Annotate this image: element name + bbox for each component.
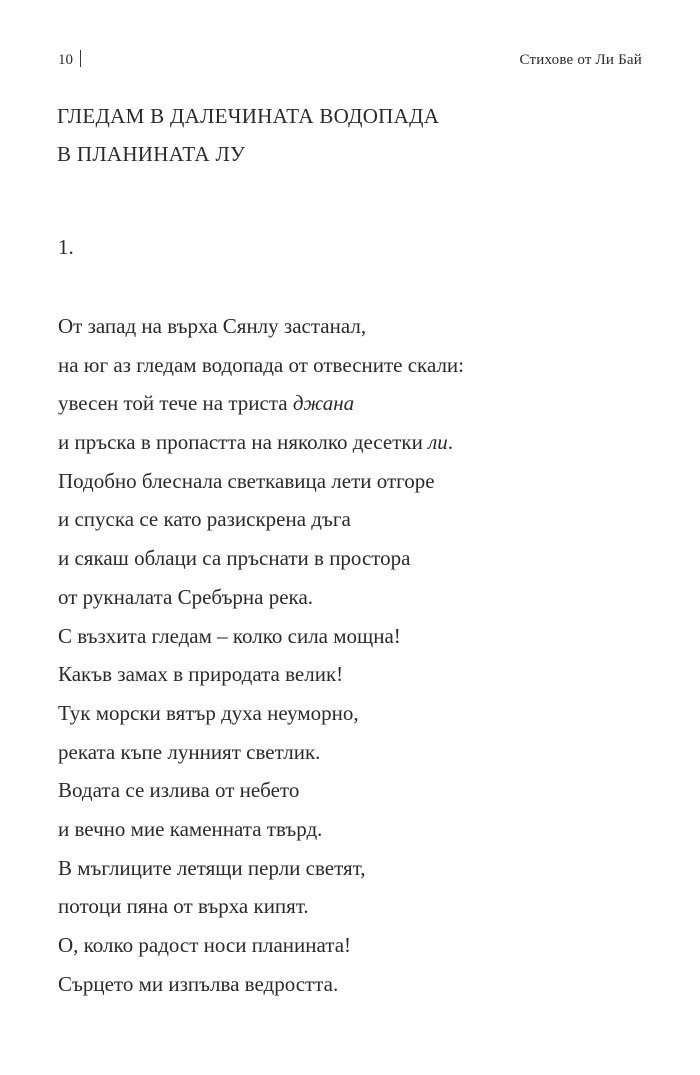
poem-line: С възхита гледам – колко сила мощна!: [58, 623, 401, 648]
poem-body: [58, 311, 658, 1007]
poem-line: [58, 427, 658, 466]
poem-line: потоци пяна от върха кипят.: [58, 894, 309, 919]
poem-line-italic-term: ли: [428, 430, 448, 455]
poem-line: Какъв замах в природата велик!: [58, 662, 344, 687]
poem-line: От запад на върха Сянлу застанал,: [58, 314, 367, 338]
section-number: 1.: [58, 235, 74, 259]
page-number-text: 10: [58, 52, 73, 68]
poem-title-line: В ПЛАНИНАТА ЛУ: [57, 142, 246, 166]
poem-line: на юг аз гледам водопада от отвесните скали:: [58, 352, 465, 377]
poem-line: Сърцето ми изпълва ведростта.: [58, 971, 339, 996]
page-number: [58, 50, 81, 70]
poem-line-italic-term: джана: [292, 391, 355, 416]
poem-line: от рукналата Сребърна река.: [58, 584, 314, 609]
poem-title: [57, 97, 657, 173]
poem-line-text: и пръска в пропастта на няколко десетки: [58, 430, 429, 455]
poem-line: О, колко радост носи планината!: [58, 933, 352, 957]
poem-line: и сякаш облаци са пръснати в простора: [58, 546, 411, 571]
running-title: Стихове от Ли Бай: [519, 52, 642, 68]
poem-line: [58, 388, 658, 427]
poem-line: В мъглиците летящи перли светят,: [58, 855, 366, 880]
poem-line: Подобно блеснала светкавица лети отгоре: [58, 468, 435, 493]
poem-line: Водата се излива от небето: [58, 778, 300, 803]
poem-line-text: увесен той тече на триста: [58, 391, 293, 416]
poem-line: Тук морски вятър духа неуморно,: [58, 700, 359, 725]
poem-title-line: ГЛЕДАМ В ДАЛЕЧИНАТА ВОДОПАДА: [57, 104, 440, 128]
poem-line: и спуска се като разискрена дъга: [58, 507, 351, 532]
poem-line: и вечно мие каменната твърд.: [58, 816, 323, 841]
poem-line: реката къпе лунният светлик.: [58, 739, 321, 764]
page-number-separator: [80, 50, 81, 67]
poem-line-text: .: [447, 430, 453, 455]
